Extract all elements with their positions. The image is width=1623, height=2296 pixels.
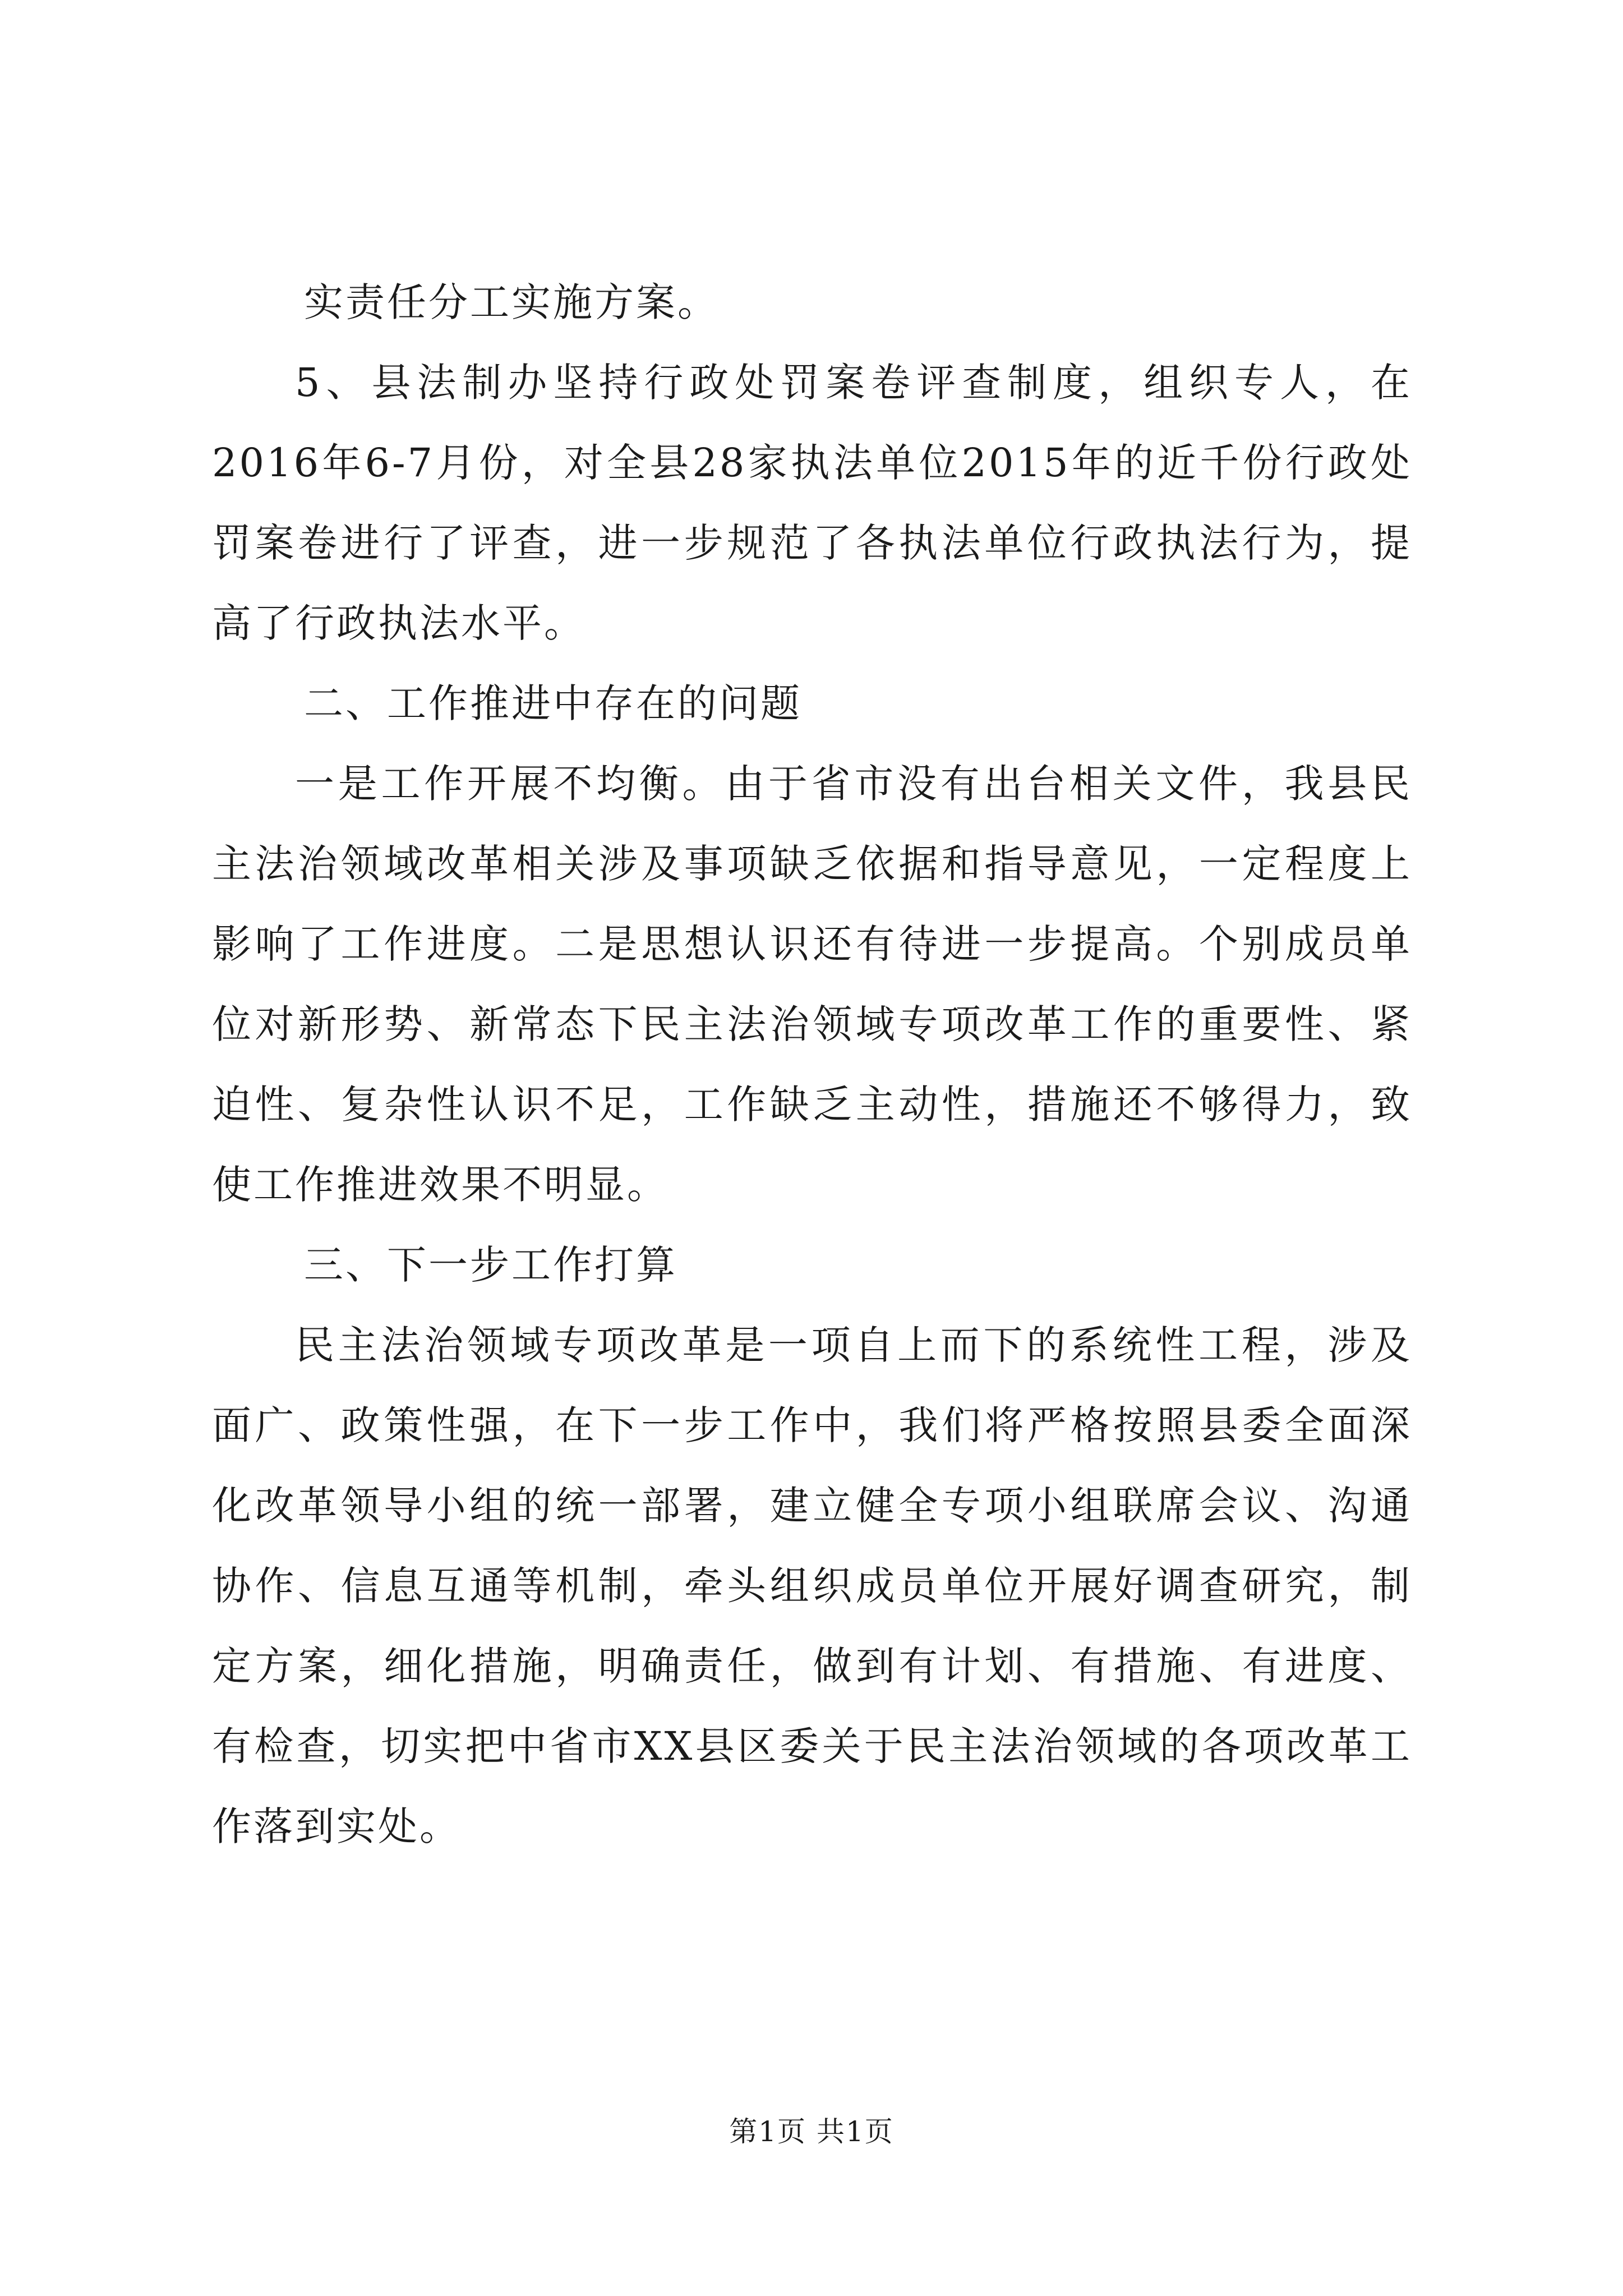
paragraph-item-5: 5、县法制办坚持行政处罚案卷评查制度，组织专人，在2016年6-7月份，对全县28家执法单位2015年的近千份行政处罚案卷进行了评查，进一步规范了各执法单位行政执法行为，提高了行政执法水平。 [212, 360, 1412, 646]
section-heading-problems: 二、工作推进中存在的问题 [304, 680, 802, 726]
section-heading-next-steps: 三、下一步工作打算 [304, 1242, 677, 1288]
page-number-footer: 第1页 共1页 [729, 2115, 894, 2148]
paragraph-continuation: 实责任分工实施方案。 [304, 279, 719, 325]
document-body [212, 263, 1412, 1867]
paragraph-problems: 一是工作开展不均衡。由于省市没有出台相关文件，我县民主法治领域改革相关涉及事项缺乏依据和指导意见，一定程度上影响了工作进度。二是思想认识还有待进一步提高。个别成员单位对新形势、新常态下民主法治领域专项改革工作的重要性、紧迫性、复杂性认识不足，工作缺乏主动性，措施还不够得力，致使工作推进效果不明显。 [212, 761, 1412, 1208]
paragraph-next-steps: 民主法治领域专项改革是一项自上而下的系统性工程，涉及面广、政策性强，在下一步工作中，我们将严格按照县委全面深化改革领导小组的统一部署，建立健全专项小组联席会议、沟通协作、信息互通等机制，牵头组织成员单位开展好调查研究，制定方案，细化措施，明确责任，做到有计划、有措施、有进度、有检查，切实把中省市XX县区委关于民主法治领域的各项改革工作落到实处。 [212, 1322, 1412, 1849]
